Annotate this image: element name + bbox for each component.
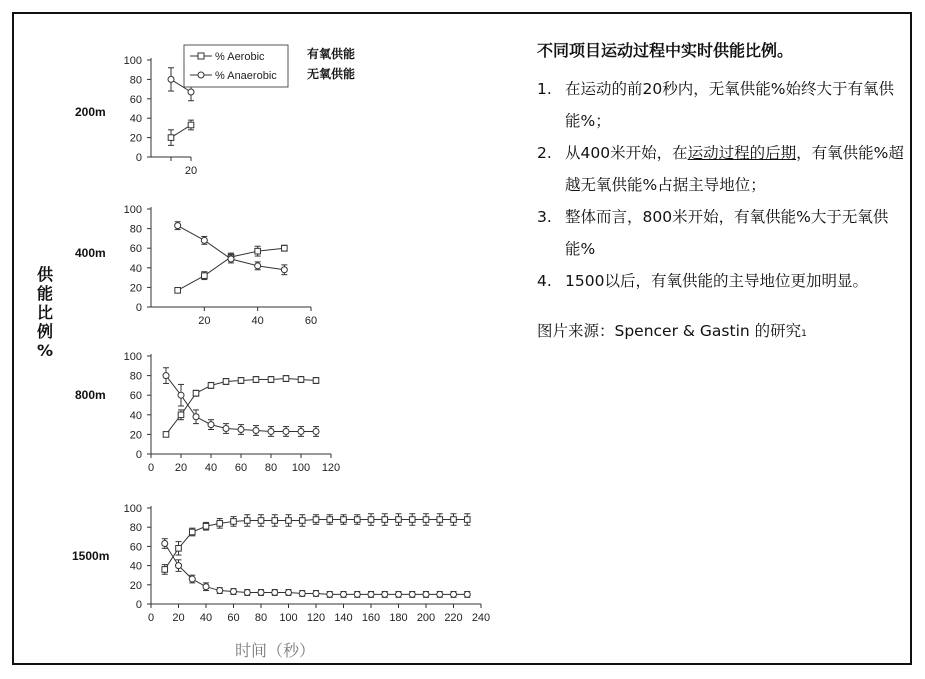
x-tick-label: 40 [199, 612, 213, 624]
list-item [537, 137, 907, 201]
source-citation [537, 319, 907, 341]
item-number: 3. [537, 208, 552, 226]
x-tick-label: 20 [172, 612, 185, 624]
source-footnote: 1 [801, 329, 807, 339]
data-point [238, 427, 244, 433]
series-line [165, 544, 468, 595]
data-point [258, 518, 264, 524]
y-tick-label: 80 [129, 74, 142, 87]
item-text-underlined: 运动过程的后期 [687, 144, 797, 162]
chart-panel [75, 204, 317, 327]
item-number: 4. [537, 272, 552, 290]
data-point [253, 377, 259, 383]
legend-cn-label: 有氧供能 [307, 47, 356, 61]
y-tick-label: 40 [129, 113, 142, 126]
item-number: 1. [537, 80, 552, 98]
data-point [258, 589, 264, 595]
y-axis-title-char: % [36, 341, 54, 360]
y-tick-label: 40 [129, 409, 142, 422]
data-point [244, 589, 250, 595]
aerobic-series [175, 245, 288, 293]
x-tick-label: 240 [471, 612, 491, 624]
legend-marker [198, 72, 204, 78]
y-tick-label: 60 [129, 93, 142, 106]
data-point [451, 517, 457, 523]
x-tick-label: 80 [254, 612, 268, 624]
data-point [409, 591, 415, 597]
data-point [299, 518, 305, 524]
x-tick-label: 180 [389, 612, 408, 624]
x-tick-label: 40 [204, 462, 218, 474]
x-tick-label: 20 [198, 315, 211, 327]
data-point [244, 518, 250, 524]
item-text: 整体而言，800米开始，有氧供能%大于无氧供能% [565, 208, 889, 258]
data-point [464, 591, 470, 597]
data-point [313, 428, 319, 434]
data-point [298, 377, 304, 383]
data-point [217, 588, 223, 594]
list-item [537, 265, 907, 297]
y-tick-label: 100 [123, 204, 142, 216]
y-tick-label: 20 [129, 429, 142, 442]
chart-legend [184, 45, 355, 87]
data-point [228, 256, 234, 262]
data-point [283, 428, 289, 434]
y-axis-title-char: 比 [36, 303, 53, 322]
data-point [203, 523, 209, 529]
y-tick-label: 100 [123, 55, 142, 67]
x-tick-label: 20 [184, 165, 198, 177]
item-text: 1500以后，有氧供能的主导地位更加明显。 [565, 272, 868, 290]
data-point [382, 517, 388, 523]
distance-label: 400m [75, 246, 106, 260]
y-tick-label: 0 [135, 449, 142, 461]
x-tick-label: 20 [174, 462, 188, 474]
x-tick-label: 0 [147, 612, 155, 624]
data-point [175, 288, 181, 294]
data-point [268, 377, 274, 383]
chart-panel [72, 503, 490, 624]
data-point [176, 546, 182, 552]
data-point [354, 517, 360, 523]
data-point [437, 517, 443, 523]
y-axis-title-char: 能 [36, 284, 53, 303]
chart-panel [75, 55, 197, 177]
x-tick-label: 220 [444, 612, 463, 624]
anaerobic-series [175, 222, 288, 275]
data-point [193, 414, 199, 420]
y-tick-label: 0 [135, 152, 142, 164]
y-tick-label: 60 [129, 541, 142, 554]
data-point [175, 223, 181, 229]
notes-title: 不同项目运动过程中实时供能比例。 [537, 41, 794, 60]
data-point [255, 263, 261, 269]
legend-label: % Aerobic [215, 51, 265, 63]
x-tick-label: 60 [227, 612, 240, 624]
data-point [281, 267, 287, 273]
data-point [201, 237, 207, 243]
x-tick-label: 120 [321, 462, 341, 474]
data-point [203, 584, 209, 590]
data-point [286, 518, 292, 524]
aerobic-series [168, 120, 194, 145]
data-point [354, 591, 360, 597]
data-point [253, 427, 259, 433]
data-point [313, 517, 319, 523]
distance-label: 200m [75, 105, 106, 119]
data-point [208, 422, 214, 428]
data-point [286, 589, 292, 595]
x-tick-label: 200 [416, 612, 436, 624]
data-point [396, 517, 402, 523]
y-tick-label: 0 [135, 302, 142, 314]
y-tick-label: 80 [129, 223, 142, 236]
x-tick-label: 80 [264, 462, 278, 474]
data-point [178, 392, 184, 398]
y-tick-label: 40 [129, 560, 142, 573]
data-point [298, 428, 304, 434]
data-point [238, 378, 244, 384]
data-point [327, 517, 333, 523]
aerobic-series [162, 514, 471, 574]
x-axis-title: 时间（秒） [234, 641, 315, 660]
data-point [168, 76, 174, 82]
chart-panel [75, 351, 340, 474]
y-tick-label: 80 [129, 370, 142, 383]
notes-panel [537, 38, 907, 341]
y-tick-label: 20 [129, 579, 142, 592]
data-point [313, 590, 319, 596]
item-number: 2. [537, 144, 552, 162]
data-point [189, 529, 195, 535]
data-point [368, 517, 374, 523]
data-point [327, 591, 333, 597]
series-line [165, 520, 468, 570]
data-point [396, 591, 402, 597]
item-text: 在运动的前20秒内，无氧供能%始终大于有氧供能%； [565, 80, 894, 130]
x-tick-label: 0 [147, 462, 155, 474]
data-point [223, 379, 229, 385]
data-point [451, 591, 457, 597]
legend-label: % Anaerobic [215, 70, 277, 82]
y-tick-label: 100 [123, 351, 142, 363]
data-point [464, 517, 470, 523]
source-text: 图片来源：Spencer & Gastin 的研究 [537, 322, 802, 340]
x-tick-label: 160 [361, 612, 381, 624]
data-point [341, 517, 347, 523]
data-point [188, 122, 194, 128]
data-point [223, 426, 229, 432]
data-point [163, 432, 169, 438]
y-axis-title [34, 265, 56, 360]
data-point [382, 591, 388, 597]
y-axis-title-char: 例 [36, 322, 53, 341]
data-point [178, 412, 184, 418]
data-point [193, 390, 199, 396]
data-point [231, 519, 237, 525]
data-point [188, 89, 194, 95]
notes-list [537, 73, 907, 297]
data-point [299, 590, 305, 596]
data-point [409, 517, 415, 523]
data-point [272, 518, 278, 524]
x-tick-label: 40 [251, 315, 264, 327]
x-tick-label: 140 [334, 612, 353, 624]
legend-marker [198, 53, 204, 59]
data-point [231, 589, 237, 595]
y-axis-title-char: 供 [36, 265, 53, 284]
data-point [368, 591, 374, 597]
item-text-pre: 从400米开始，在 [565, 144, 688, 162]
y-tick-label: 60 [129, 390, 142, 403]
list-item [537, 73, 907, 137]
data-point [341, 591, 347, 597]
x-tick-label: 100 [279, 612, 298, 624]
data-point [176, 563, 182, 569]
data-point [168, 135, 174, 141]
data-point [217, 521, 223, 527]
data-point [423, 517, 429, 523]
data-point [189, 576, 195, 582]
x-tick-label: 60 [234, 462, 248, 474]
data-point [162, 567, 168, 573]
y-tick-label: 60 [129, 243, 142, 256]
item-text-post: ，有氧供能%超越无氧供能%占据主导地位； [565, 144, 904, 194]
x-tick-label: 60 [304, 315, 318, 327]
data-point [423, 591, 429, 597]
y-tick-label: 40 [129, 262, 142, 275]
distance-label: 1500m [72, 549, 110, 563]
y-tick-label: 20 [129, 132, 142, 145]
data-point [283, 376, 289, 382]
anaerobic-series [162, 539, 471, 598]
y-tick-label: 0 [135, 599, 142, 611]
data-point [313, 378, 319, 384]
data-point [272, 589, 278, 595]
list-item [537, 201, 907, 265]
distance-label: 800m [75, 388, 106, 402]
data-point [437, 591, 443, 597]
y-tick-label: 20 [129, 282, 142, 295]
data-point [202, 273, 208, 279]
data-point [208, 383, 214, 389]
data-point [268, 428, 274, 434]
legend-cn-label: 无氧供能 [307, 67, 356, 81]
x-tick-label: 100 [291, 462, 311, 474]
data-point [282, 245, 288, 251]
data-point [162, 541, 168, 547]
data-point [163, 373, 169, 379]
y-tick-label: 100 [123, 503, 142, 515]
y-tick-label: 80 [129, 522, 142, 535]
data-point [255, 248, 261, 254]
x-tick-label: 120 [306, 612, 326, 624]
